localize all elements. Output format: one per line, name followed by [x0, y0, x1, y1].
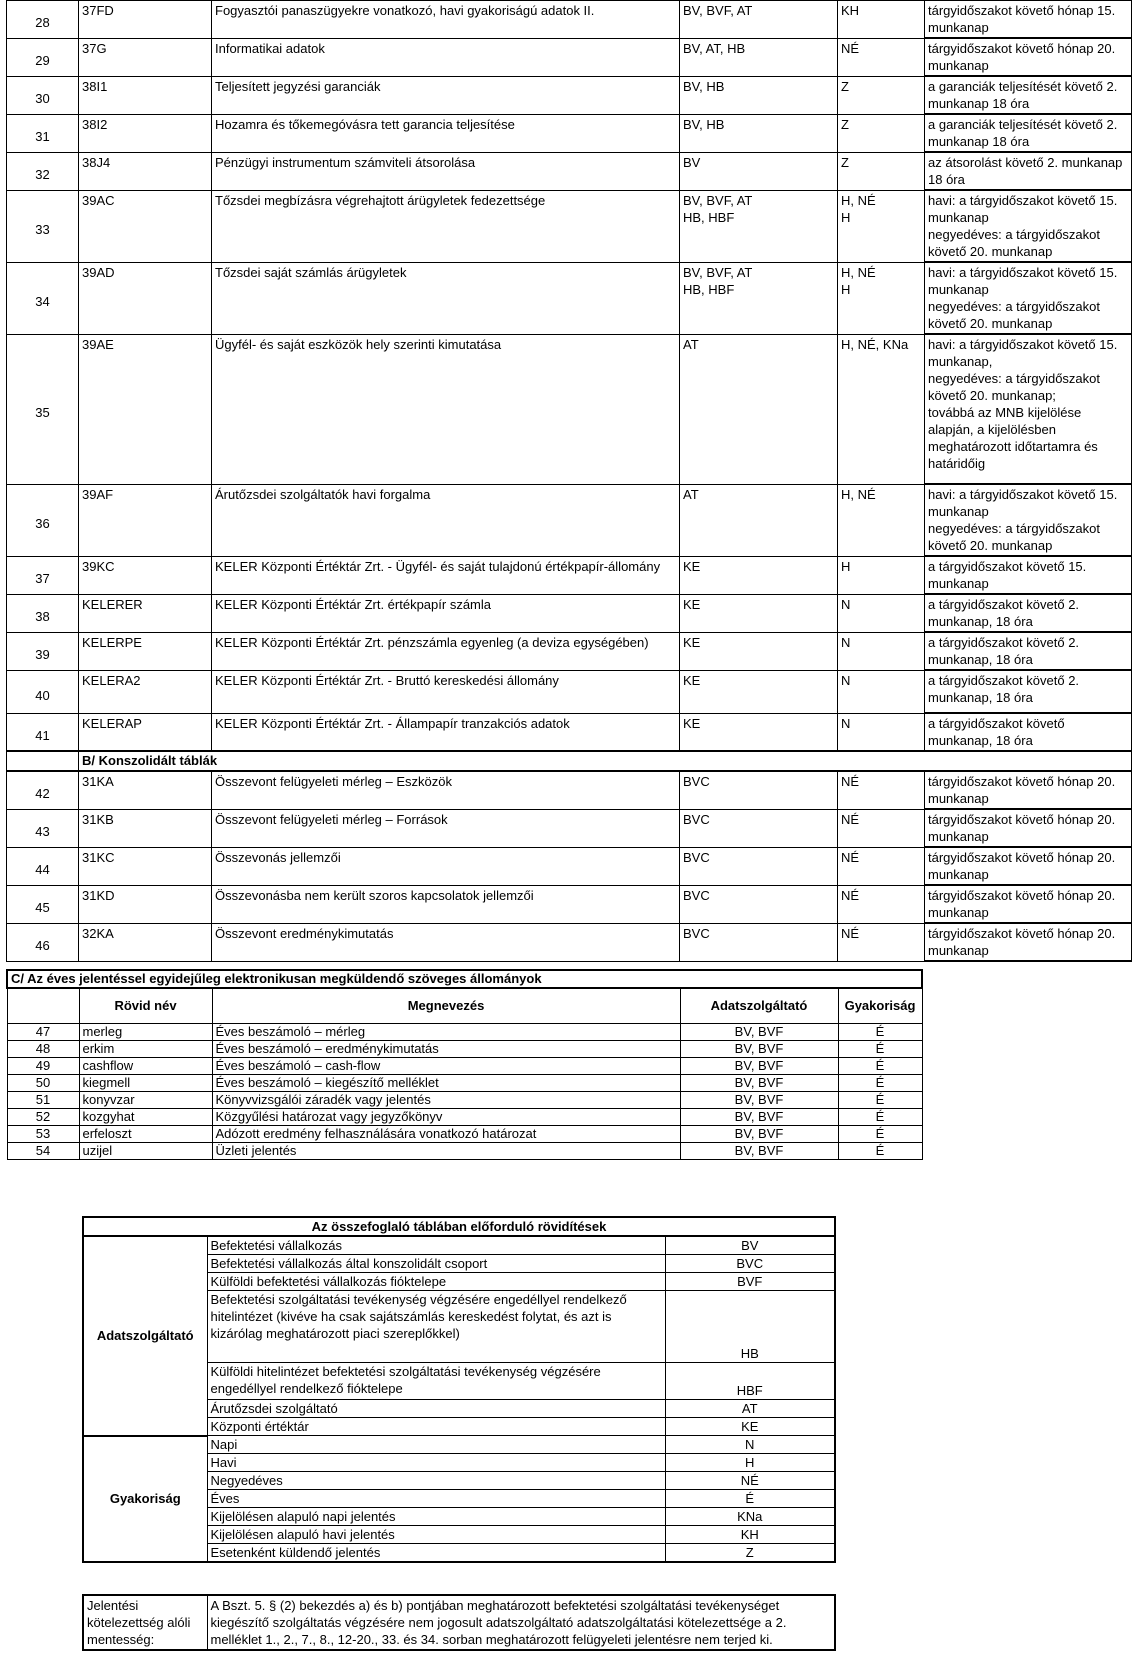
data-provider: BV, AT, HB	[680, 38, 838, 76]
abbreviation-label: Befektetési szolgáltatási tevékenység végzésére engedéllyel rendelkező hitelintézet (kivéve ha csak sajátszámlás kereskedést folytat, és azt is kizárólag meghatározott piaci szereplőkkel)	[207, 1291, 665, 1363]
table-code: 38I2	[79, 114, 212, 152]
data-provider: BV, HB	[680, 76, 838, 114]
row-number: 49	[7, 1058, 79, 1075]
table-row	[7, 484, 1132, 556]
frequency: H, NÉ	[838, 484, 925, 556]
table-name: KELER Központi Értéktár Zrt. - Állampapír tranzakciós adatok	[212, 713, 680, 751]
abbreviation-code: BVC	[665, 1255, 835, 1273]
table-row	[7, 152, 1132, 190]
short-name: kozgyhat	[79, 1109, 212, 1126]
frequency: NÉ	[838, 847, 925, 885]
deadline: a garanciák teljesítését követő 2. munkanap 18 óra	[925, 76, 1132, 114]
data-provider: KE	[680, 632, 838, 670]
table-row	[7, 190, 1132, 262]
table-name: Teljesített jegyzési garanciák	[212, 76, 680, 114]
data-provider: BV, HB	[680, 114, 838, 152]
data-provider: BV, BVF	[680, 1058, 838, 1075]
row-number: 53	[7, 1126, 79, 1143]
col-name-header: Megnevezés	[212, 988, 680, 1024]
exemption-table	[82, 1594, 836, 1651]
frequency: Z	[838, 76, 925, 114]
table-name: Összevont eredménykimutatás	[212, 923, 680, 961]
abbreviation-code: BVF	[665, 1273, 835, 1291]
abbreviation-label: Éves	[207, 1490, 665, 1508]
table-name: Pénzügyi instrumentum számviteli átsorolása	[212, 152, 680, 190]
abbreviations-title-row	[83, 1217, 835, 1236]
document-name: Adózott eredmény felhasználására vonatkozó határozat	[212, 1126, 680, 1143]
abbreviation-label: Kijelölésen alapuló napi jelentés	[207, 1508, 665, 1526]
deadline: tárgyidőszakot követő hónap 15. munkanap	[925, 1, 1132, 39]
deadline: tárgyidőszakot követő hónap 20. munkanap	[925, 885, 1132, 923]
table-row	[7, 1041, 922, 1058]
deadline: tárgyidőszakot követő hónap 20. munkanap	[925, 38, 1132, 76]
table-name: KELER Központi Értéktár Zrt. - Ügyfél- és saját tulajdonú értékpapír-állomány	[212, 556, 680, 594]
table-code: 38J4	[79, 152, 212, 190]
abbreviation-code: HB	[665, 1291, 835, 1363]
report-table-body	[7, 1, 1132, 962]
exemption-row	[83, 1595, 835, 1650]
data-provider: BV, BVF	[680, 1109, 838, 1126]
deadline: tárgyidőszakot követő hónap 20. munkanap	[925, 923, 1132, 961]
data-provider: BVC	[680, 885, 838, 923]
data-provider: BV, BVF	[680, 1041, 838, 1058]
abbreviations-title: Az összefoglaló táblában előforduló rövidítések	[83, 1217, 835, 1236]
abbreviations-body	[83, 1217, 835, 1562]
table-row	[7, 1058, 922, 1075]
table-code: KELERA2	[79, 670, 212, 713]
report-table-main	[6, 0, 1132, 962]
data-provider: KE	[680, 556, 838, 594]
row-number: 32	[7, 152, 79, 190]
deadline: havi: a tárgyidőszakot követő 15. munkanap negyedéves: a tárgyidőszakot követő 20. munkanap	[925, 262, 1132, 334]
abbreviation-code: H	[665, 1454, 835, 1472]
short-name: erfeloszt	[79, 1126, 212, 1143]
table-code: KELERER	[79, 594, 212, 632]
exemption-text: A Bszt. 5. § (2) bekezdés a) és b) pontjában meghatározott befektetési szolgáltatási tevékenységet kiegészítő szolgáltatás végzésére nem jogosult adatszolgáltató adatszolgáltatási kötelezettsége a 2. melléklet 1., 2., 7., 8., 12-20., 33. és 34. sorban meghatározott felügyeleti jelentésre nem terjed ki.	[207, 1595, 835, 1650]
frequency: NÉ	[838, 38, 925, 76]
frequency: É	[838, 1024, 922, 1041]
table-code: 39AF	[79, 484, 212, 556]
table-name: Összevont felügyeleti mérleg – Eszközök	[212, 771, 680, 809]
deadline: havi: a tárgyidőszakot követő 15. munkanap negyedéves: a tárgyidőszakot követő 20. munkanap	[925, 484, 1132, 556]
deadline: az átsorolást követő 2. munkanap 18 óra	[925, 152, 1132, 190]
document-name: Éves beszámoló – cash-flow	[212, 1058, 680, 1075]
table-row	[7, 1109, 922, 1126]
frequency: NÉ	[838, 771, 925, 809]
abbreviation-code: Z	[665, 1544, 835, 1563]
table-row	[7, 114, 1132, 152]
table-row	[7, 334, 1132, 484]
row-number: 29	[7, 38, 79, 76]
data-provider: BV	[680, 152, 838, 190]
table-name: Tőzsdei saját számlás árügyletek	[212, 262, 680, 334]
section-b-spacer	[7, 751, 79, 771]
table-row	[7, 594, 1132, 632]
abbreviation-code: É	[665, 1490, 835, 1508]
row-number: 50	[7, 1075, 79, 1092]
table-row	[7, 713, 1132, 751]
section-b-title: B/ Konszolidált táblák	[79, 751, 1132, 771]
table-row	[7, 556, 1132, 594]
exemption-label: Jelentési kötelezettség alóli mentesség:	[83, 1595, 207, 1650]
table-code: 31KD	[79, 885, 212, 923]
table-row	[7, 262, 1132, 334]
table-row	[7, 1143, 922, 1160]
row-number: 54	[7, 1143, 79, 1160]
row-number: 42	[7, 771, 79, 809]
abbreviation-label: Központi értéktár	[207, 1418, 665, 1436]
table-name: Ügyfél- és saját eszközök hely szerinti kimutatása	[212, 334, 680, 484]
deadline: tárgyidőszakot követő hónap 20. munkanap	[925, 771, 1132, 809]
data-provider: BV, BVF, AT HB, HBF	[680, 190, 838, 262]
table-name: KELER Központi Értéktár Zrt. értékpapír számla	[212, 594, 680, 632]
table-code: 31KA	[79, 771, 212, 809]
abbreviation-label: Negyedéves	[207, 1472, 665, 1490]
abbreviation-row	[83, 1436, 835, 1454]
short-name: uzijel	[79, 1143, 212, 1160]
row-number: 30	[7, 76, 79, 114]
deadline: a tárgyidőszakot követő munkanap, 18 óra	[925, 713, 1132, 751]
data-provider: BVC	[680, 809, 838, 847]
frequency: N	[838, 632, 925, 670]
table-code: 39AC	[79, 190, 212, 262]
abbreviations-table	[82, 1216, 836, 1563]
data-provider: BV, BVF, AT	[680, 1, 838, 39]
row-number: 46	[7, 923, 79, 961]
table-row	[7, 632, 1132, 670]
deadline: tárgyidőszakot követő hónap 20. munkanap	[925, 847, 1132, 885]
table-row	[7, 1075, 922, 1092]
frequency: NÉ	[838, 809, 925, 847]
table-name: KELER Központi Értéktár Zrt. - Bruttó kereskedési állomány	[212, 670, 680, 713]
document-name: Könyvvizsgálói záradék vagy jelentés	[212, 1092, 680, 1109]
abbreviation-group-label: Adatszolgáltató	[83, 1236, 207, 1436]
frequency: É	[838, 1126, 922, 1143]
data-provider: BV, BVF	[680, 1024, 838, 1041]
row-number: 39	[7, 632, 79, 670]
frequency: É	[838, 1109, 922, 1126]
table-row	[7, 847, 1132, 885]
data-provider: KE	[680, 594, 838, 632]
table-name: Összevonás jellemzői	[212, 847, 680, 885]
abbreviation-code: HBF	[665, 1363, 835, 1400]
deadline: havi: a tárgyidőszakot követő 15. munkanap, negyedéves: a tárgyidőszakot követő 20. munkanap; továbbá az MNB kijelölése alapján, a kijelölésben meghatározott időtartamra és határidőig	[925, 334, 1132, 484]
table-code: KELERPE	[79, 632, 212, 670]
row-number: 51	[7, 1092, 79, 1109]
row-number: 41	[7, 713, 79, 751]
table-code: 39AE	[79, 334, 212, 484]
document-name: Üzleti jelentés	[212, 1143, 680, 1160]
abbreviation-code: NÉ	[665, 1472, 835, 1490]
short-name: kiegmell	[79, 1075, 212, 1092]
abbreviation-label: Esetenként küldendő jelentés	[207, 1544, 665, 1563]
table-name: Árutőzsdei szolgáltatók havi forgalma	[212, 484, 680, 556]
row-number: 44	[7, 847, 79, 885]
frequency: É	[838, 1075, 922, 1092]
data-provider: BVC	[680, 923, 838, 961]
row-number: 36	[7, 484, 79, 556]
data-provider: BVC	[680, 847, 838, 885]
data-provider: AT	[680, 484, 838, 556]
table-row	[7, 1, 1132, 39]
frequency: H	[838, 556, 925, 594]
row-number: 40	[7, 670, 79, 713]
data-provider: BV, BVF	[680, 1126, 838, 1143]
deadline: a tárgyidőszakot követő 2. munkanap, 18 óra	[925, 632, 1132, 670]
abbreviation-label: Befektetési vállalkozás	[207, 1236, 665, 1255]
abbreviation-label: Havi	[207, 1454, 665, 1472]
short-name: konyvzar	[79, 1092, 212, 1109]
abbreviation-code: KE	[665, 1418, 835, 1436]
table-name: Fogyasztói panaszügyekre vonatkozó, havi gyakoriságú adatok II.	[212, 1, 680, 39]
frequency: É	[838, 1041, 922, 1058]
section-c-title: C/ Az éves jelentéssel egyidejűleg elektronikusan megküldendő szöveges állományok	[7, 970, 922, 988]
section-c-table	[6, 969, 923, 1160]
deadline: a tárgyidőszakot követő 2. munkanap, 18 óra	[925, 670, 1132, 713]
table-code: 37G	[79, 38, 212, 76]
data-provider: BV, BVF	[680, 1092, 838, 1109]
abbreviation-code: BV	[665, 1236, 835, 1255]
table-row	[7, 670, 1132, 713]
frequency: N	[838, 713, 925, 751]
table-code: 39KC	[79, 556, 212, 594]
deadline: a garanciák teljesítését követő 2. munkanap 18 óra	[925, 114, 1132, 152]
frequency: É	[838, 1143, 922, 1160]
table-code: KELERAP	[79, 713, 212, 751]
frequency: NÉ	[838, 885, 925, 923]
col-freq-header: Gyakoriság	[838, 988, 922, 1024]
row-number: 43	[7, 809, 79, 847]
table-row	[7, 1024, 922, 1041]
table-code: 31KC	[79, 847, 212, 885]
table-code: 38I1	[79, 76, 212, 114]
data-provider: BV, BVF, AT HB, HBF	[680, 262, 838, 334]
row-number: 48	[7, 1041, 79, 1058]
table-code: 37FD	[79, 1, 212, 39]
document-name: Éves beszámoló – kiegészítő melléklet	[212, 1075, 680, 1092]
abbreviation-code: KH	[665, 1526, 835, 1544]
table-row	[7, 771, 1132, 809]
short-name: cashflow	[79, 1058, 212, 1075]
abbreviation-label: Befektetési vállalkozás által konszolidált csoport	[207, 1255, 665, 1273]
col-short-header: Rövid név	[79, 988, 212, 1024]
table-name: Tőzsdei megbízásra végrehajtott árügyletek fedezettsége	[212, 190, 680, 262]
row-number: 28	[7, 1, 79, 39]
row-number: 38	[7, 594, 79, 632]
deadline: havi: a tárgyidőszakot követő 15. munkanap negyedéves: a tárgyidőszakot követő 20. munkanap	[925, 190, 1132, 262]
table-row	[7, 38, 1132, 76]
abbreviation-code: AT	[665, 1400, 835, 1418]
frequency: KH	[838, 1, 925, 39]
short-name: erkim	[79, 1041, 212, 1058]
table-name: Összevonásba nem került szoros kapcsolatok jellemzői	[212, 885, 680, 923]
abbreviation-group-label: Gyakoriság	[83, 1436, 207, 1563]
table-name: Informatikai adatok	[212, 38, 680, 76]
table-name: KELER Központi Értéktár Zrt. pénzszámla egyenleg (a deviza egységében)	[212, 632, 680, 670]
deadline: tárgyidőszakot követő hónap 20. munkanap	[925, 809, 1132, 847]
abbreviation-label: Kijelölésen alapuló havi jelentés	[207, 1526, 665, 1544]
row-number: 35	[7, 334, 79, 484]
table-code: 39AD	[79, 262, 212, 334]
abbreviation-code: KNa	[665, 1508, 835, 1526]
table-row	[7, 1126, 922, 1143]
frequency: H, NÉ H	[838, 190, 925, 262]
row-number: 33	[7, 190, 79, 262]
frequency: É	[838, 1092, 922, 1109]
abbreviation-label: Árutőzsdei szolgáltató	[207, 1400, 665, 1418]
data-provider: BV, BVF	[680, 1143, 838, 1160]
table-row	[7, 923, 1132, 961]
row-number: 37	[7, 556, 79, 594]
table-name: Összevont felügyeleti mérleg – Források	[212, 809, 680, 847]
row-number: 31	[7, 114, 79, 152]
abbreviation-label: Külföldi befektetési vállalkozás fióktelepe	[207, 1273, 665, 1291]
table-name: Hozamra és tőkemegóvásra tett garancia teljesítése	[212, 114, 680, 152]
frequency: Z	[838, 114, 925, 152]
document-name: Éves beszámoló – mérleg	[212, 1024, 680, 1041]
document-name: Éves beszámoló – eredménykimutatás	[212, 1041, 680, 1058]
data-provider: BV, BVF	[680, 1075, 838, 1092]
deadline: a tárgyidőszakot követő 15. munkanap	[925, 556, 1132, 594]
row-number: 47	[7, 1024, 79, 1041]
document-name: Közgyűlési határozat vagy jegyzőkönyv	[212, 1109, 680, 1126]
col-prov-header: Adatszolgáltató	[680, 988, 838, 1024]
abbreviation-label: Külföldi hitelintézet befektetési szolgáltatási tevékenység végzésére engedéllyel rendelkező fióktelepe	[207, 1363, 665, 1400]
row-number: 34	[7, 262, 79, 334]
frequency: É	[838, 1058, 922, 1075]
frequency: H, NÉ, KNa	[838, 334, 925, 484]
frequency: Z	[838, 152, 925, 190]
table-row	[7, 885, 1132, 923]
section-b-title-row	[7, 751, 1132, 771]
table-code: 32KA	[79, 923, 212, 961]
abbreviation-code: N	[665, 1436, 835, 1454]
abbreviation-row	[83, 1236, 835, 1255]
frequency: N	[838, 670, 925, 713]
table-row	[7, 1092, 922, 1109]
frequency: NÉ	[838, 923, 925, 961]
data-provider: KE	[680, 713, 838, 751]
row-number: 45	[7, 885, 79, 923]
table-code: 31KB	[79, 809, 212, 847]
short-name: merleg	[79, 1024, 212, 1041]
table-row	[7, 809, 1132, 847]
row-number: 52	[7, 1109, 79, 1126]
data-provider: BVC	[680, 771, 838, 809]
section-c-body	[7, 970, 922, 1160]
data-provider: KE	[680, 670, 838, 713]
data-provider: AT	[680, 334, 838, 484]
frequency: N	[838, 594, 925, 632]
col-num-header	[7, 988, 79, 1024]
section-c-header-row	[7, 988, 922, 1024]
frequency: H, NÉ H	[838, 262, 925, 334]
abbreviation-label: Napi	[207, 1436, 665, 1454]
section-c-title-row	[7, 970, 922, 988]
table-row	[7, 76, 1132, 114]
deadline: a tárgyidőszakot követő 2. munkanap, 18 óra	[925, 594, 1132, 632]
